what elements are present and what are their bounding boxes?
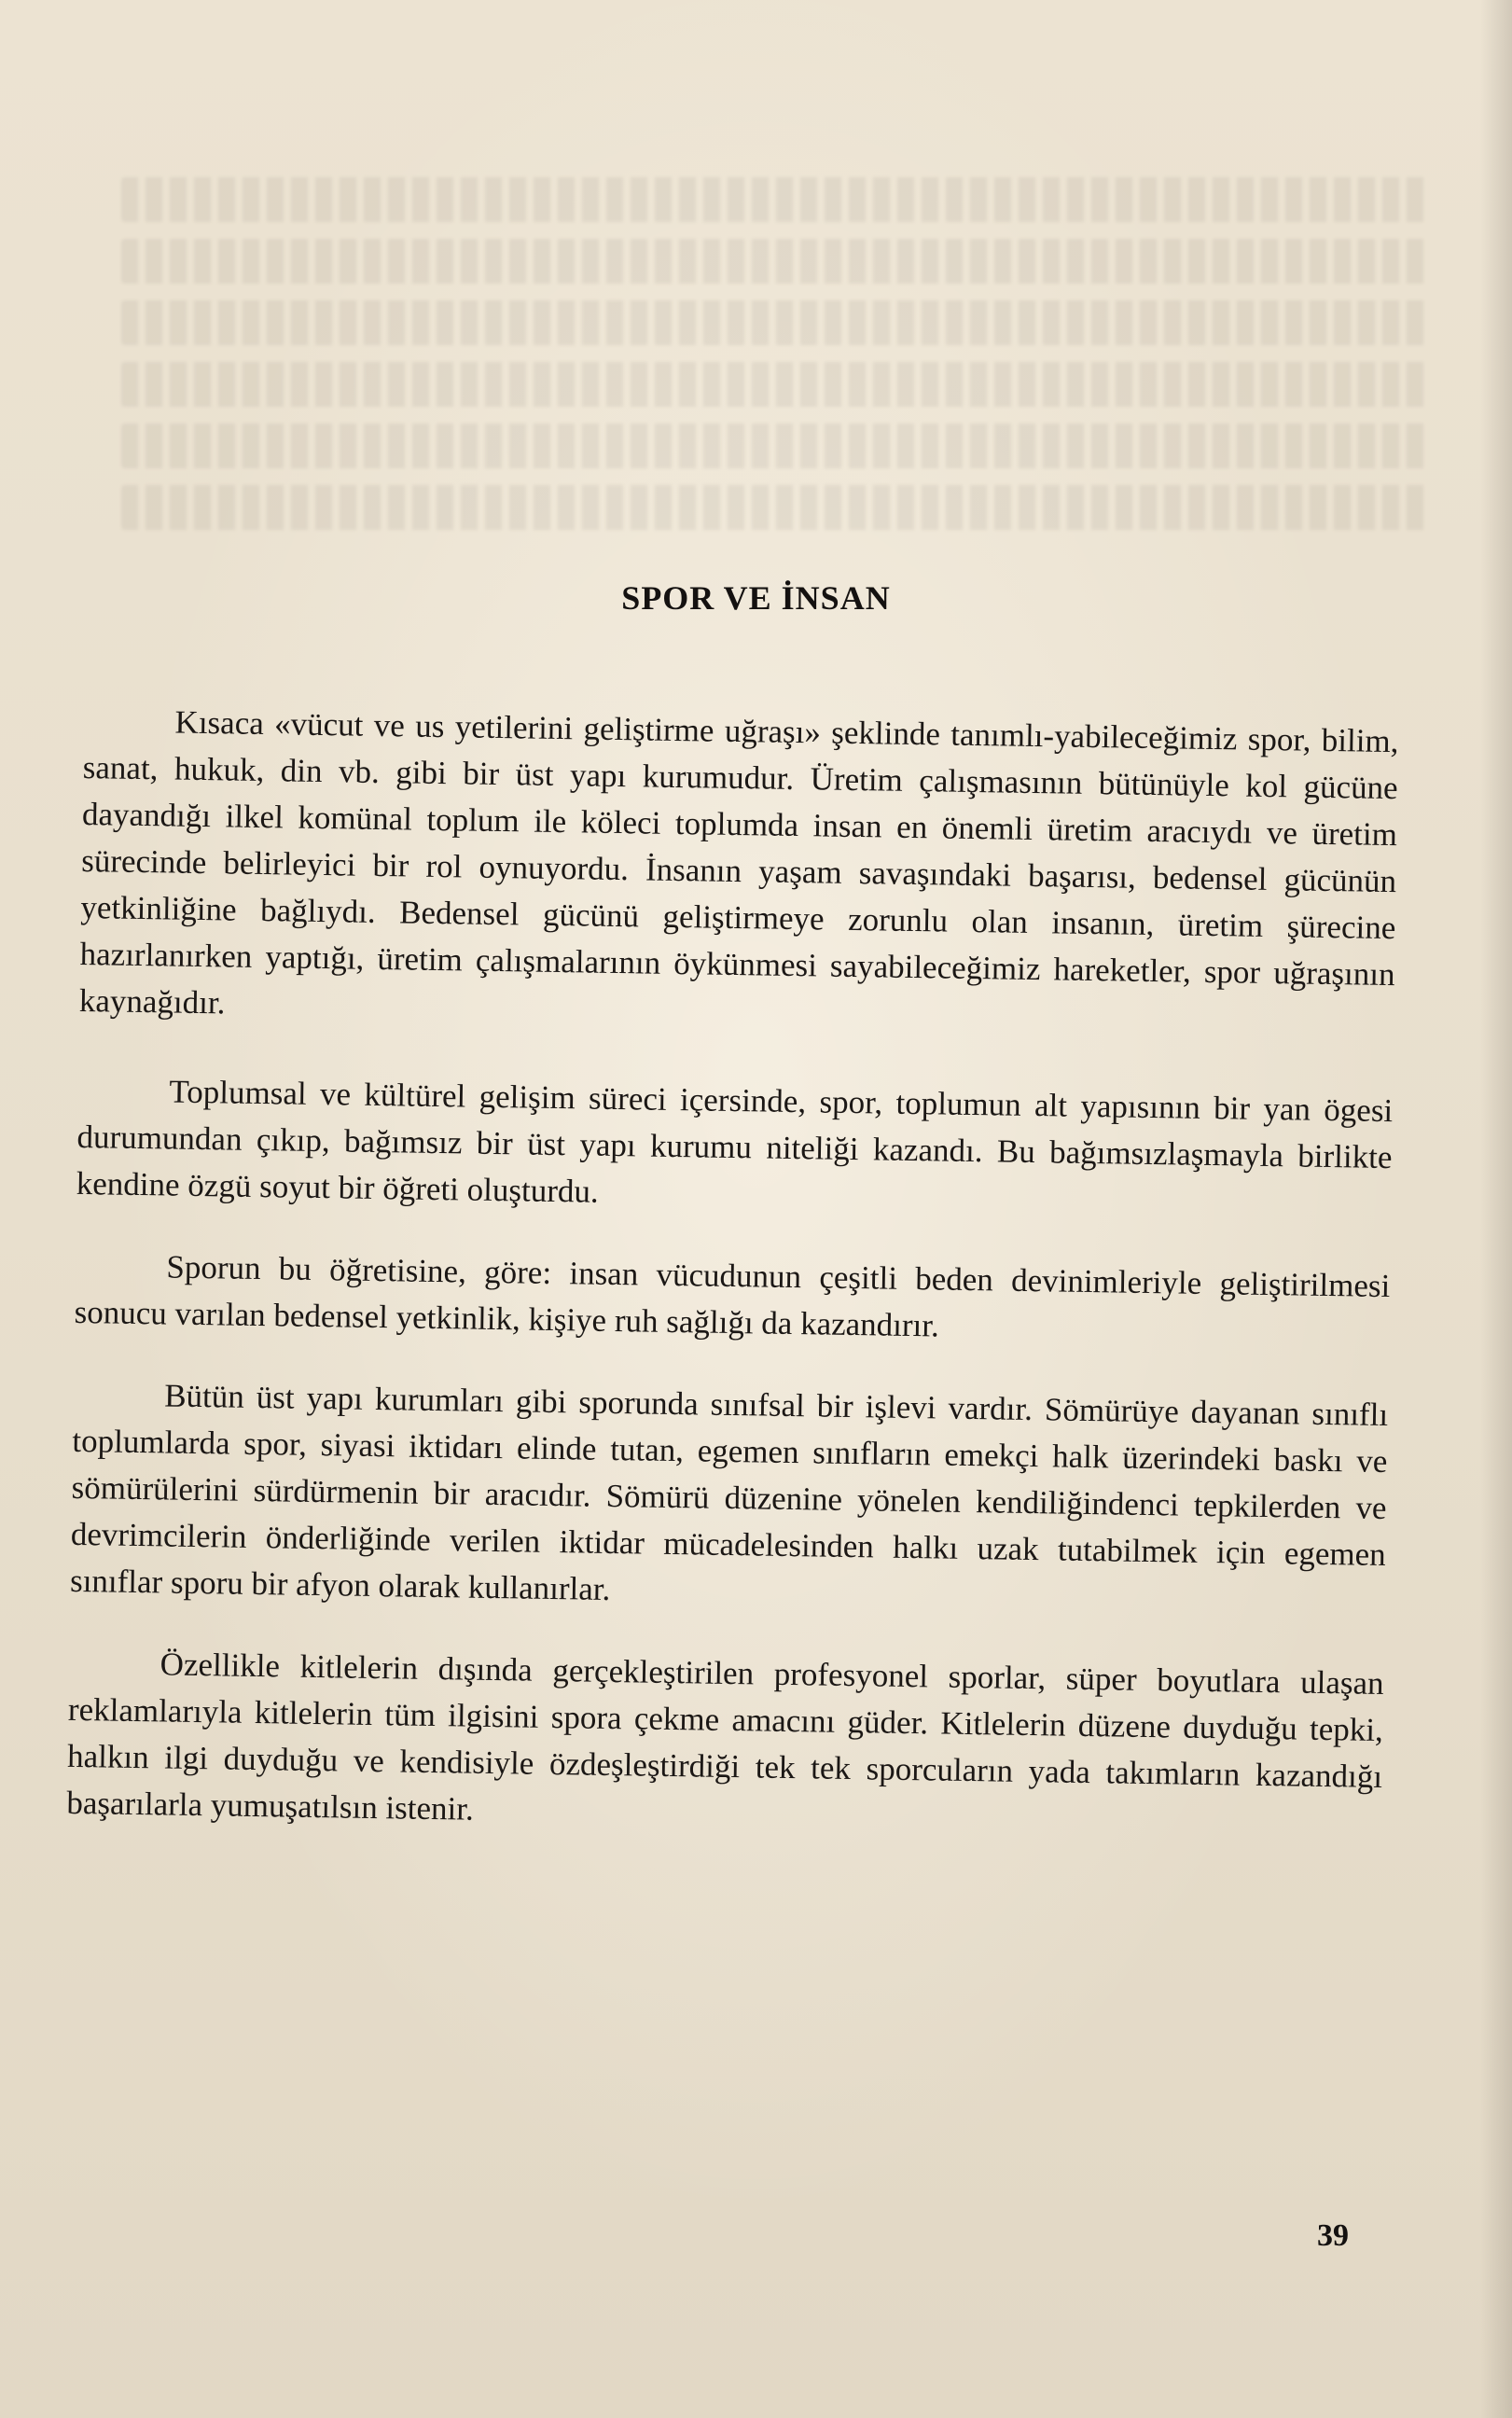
body-text [65,698,1398,1883]
paragraph: Özellikle kitlelerin dışında gerçekleştirilen profesyonel sporlar, süper boyutlara ulaşan reklamlarıyla kitlelerin tüm ilgisini spora çekme amacını güder. Kitlelerin düzene duyduğu tepki, halkın ilgi duyduğu ve kendisiyle özdeşleştirdiği tek tek sporcuların yada takımların kazandığı başarılarla yumuşatılsın istenir. [66,1646,1384,1827]
page-edge-shadow [1480,0,1512,2418]
paragraph: Bütün üst yapı kurumları gibi sporunda sınıfsal bir işlevi vardır. Sömürüye dayanan sınıflı toplumlarda spor, siyasi iktidarı elinde tutan, egemen sınıfların emekçi halk üzerindeki baskı ve sömürülerini sürdürmenin bir aracıdır. Sömürü düzenine yönelen kendiliğindenci tepkilerden ve devrimcilerin önderliğinde verilen iktidar mücadelesinden halkı uzak tutabilmek için egemen sınıflar sporu bir afyon olarak kullanırlar. [69,1377,1389,1607]
paragraph: Toplumsal ve kültürel gelişim süreci içersinde, spor, toplumun alt yapısının bir yan ögesi durumundan çıkıp, bağımsız bir üst yapı kurumu niteliği kazandı. Bu bağımsızlaşmayla birlikte kendine özgü soyut bir öğreti oluşturdu. [76,1073,1394,1210]
paragraph: Sporun bu öğretisine, göre: insan vücudunun çeşitli beden devinimleriyle geliştirilmesi sonucu varılan bedensel yetkinlik, kişiye ruh sağlığı da kazandırır. [74,1248,1391,1344]
page-title: SPOR VE İNSAN [621,579,891,617]
show-through-text [121,177,1427,569]
paragraph: Kısaca «vücut ve us yetilerini geliştirme uğraşı» şeklinde tanımlı-yabileceğimiz spor, bilim, sanat, hukuk, din vb. gibi bir üst yapı kurumudur. Üretim çalışmasının bütünüyle kol gücüne dayandığı ilkel komünal toplum ile köleci toplumda insan en önemli üretim aracıydı ve üretim sürecinde belirleyici bir rol oynuyordu. İnsanın yaşam savaşındaki başarısı, bedensel gücünün yetkinliğine bağlıydı. Bedensel gücünü geliştirmeye zorunlu olan insanın, üretim şürecine hazırlanırken yaptığı, üretim çalışmalarının öykünmesi sayabileceğimiz hareketler, spor uğraşının kaynağıdır. [78,703,1399,1021]
page-number: 39 [1317,2218,1349,2253]
